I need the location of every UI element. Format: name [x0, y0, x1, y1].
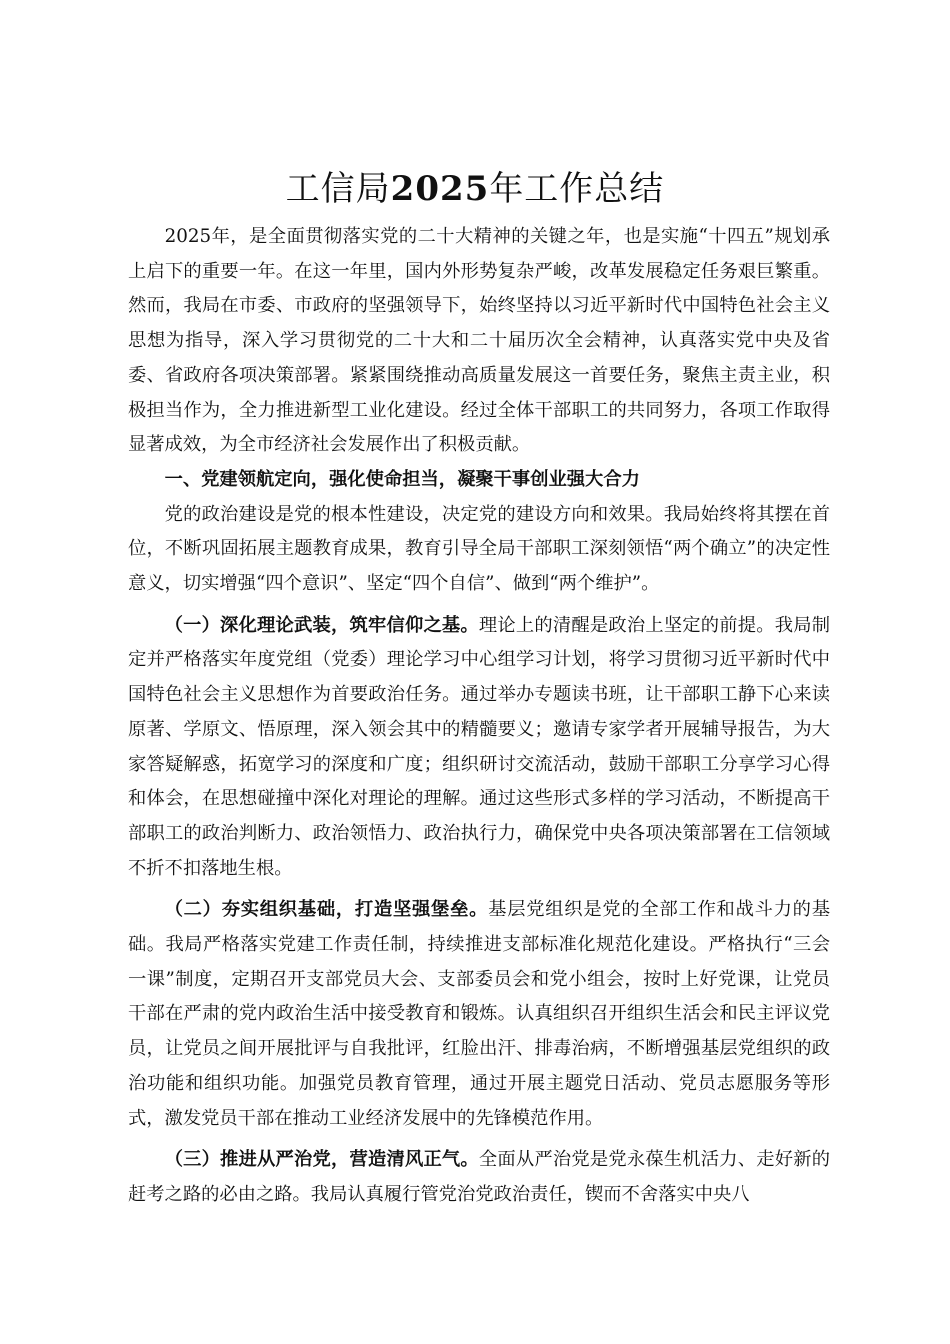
subsection-paragraph-1	[128, 609, 830, 887]
subsection-heading-2: （二）夯实组织基础，打造坚强堡垒。	[164, 899, 489, 921]
subsection-heading-1: （一）深化理论武装，筑牢信仰之基。	[164, 614, 479, 636]
document-body	[128, 220, 830, 1213]
title-year: 2025	[390, 169, 490, 209]
title-prefix: 工信局	[285, 169, 391, 209]
subsection-text-3: 全面从严治党是党永葆生机活力、走好新的赶考之路的必由之路。我局认真履行管党治党政治责任，锲而不舍落实中央八	[128, 1149, 831, 1205]
document-title	[0, 164, 950, 214]
subsection-heading-3: （三）推进从严治党，营造清风正气。	[164, 1149, 479, 1171]
section-heading: 一、党建领航定向，强化使命担当，凝聚干事创业强大合力	[164, 468, 640, 490]
subsection-text-2: 基层党组织是党的全部工作和战斗力的基础。我局严格落实党建工作责任制，持续推进支部标准化规范化建设。严格执行“三会一课”制度，定期召开支部党员大会、支部委员会和党小组会，按时上好党课，让党员干部在严肃的党内政治生活中接受教育和锻炼。认真组织召开组织生活会和民主评议党员，让党员之间开展批评与自我批评，红脸出汗、排毒治病，不断增强基层党组织的政治功能和组织功能。加强党员教育管理，通过开展主题党日活动、党员志愿服务等形式，激发党员干部在推动工业经济发展中的先锋模范作用。	[128, 899, 830, 1129]
title-suffix: 年工作总结	[489, 169, 665, 209]
section-lead-paragraph: 党的政治建设是党的根本性建设，决定党的建设方向和效果。我局始终将其摆在首位，不断巩固拓展主题教育成果，教育引导全局干部职工深刻领悟“两个确立”的决定性意义，切实增强“四个意识”、坚定“四个自信”、做到“两个维护”。	[128, 503, 830, 595]
subsection-text-1: 理论上的清醒是政治上坚定的前提。我局制定并严格落实年度党组（党委）理论学习中心组学习计划，将学习贯彻习近平新时代中国特色社会主义思想作为首要政治任务。通过举办专题读书班，让干部职工静下心来读原著、学原文、悟原理，深入领会其中的精髓要义；邀请专家学者开展辅导报告，为大家答疑解惑，拓宽学习的深度和广度；组织研讨交流活动，鼓励干部职工分享学习心得和体会，在思想碰撞中深化对理论的理解。通过这些形式多样的学习活动，不断提高干部职工的政治判断力、政治领悟力、政治执行力，确保党中央各项决策部署在工信领域不折不扣落地生根。	[128, 614, 831, 879]
subsection-paragraph-2	[128, 893, 830, 1136]
subsection-paragraph-3	[128, 1143, 830, 1212]
intro-paragraph: 2025年，是全面贯彻落实党的二十大精神的关键之年，也是实施“十四五”规划承上启下的重要一年。在这一年里，国内外形势复杂严峻，改革发展稳定任务艰巨繁重。然而，我局在市委、市政府的坚强领导下，始终坚持以习近平新时代中国特色社会主义思想为指导，深入学习贯彻党的二十大和二十届历次全会精神，认真落实党中央及省委、省政府各项决策部署。紧紧围绕推动高质量发展这一首要任务，聚焦主责主业，积极担当作为，全力推进新型工业化建设。经过全体干部职工的共同努力，各项工作取得显著成效，为全市经济社会发展作出了积极贡献。	[128, 226, 830, 456]
